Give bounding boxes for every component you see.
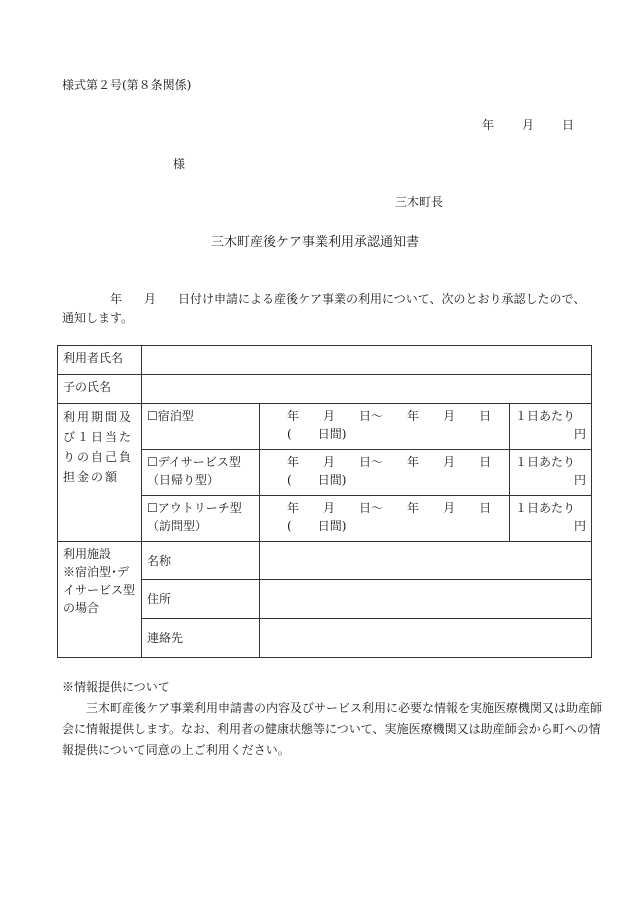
child-name-row [58, 375, 592, 404]
per-day-label: １日あたり [515, 409, 576, 423]
body-year-label: 年 [110, 292, 123, 306]
dates-outreach[interactable] [260, 496, 510, 542]
dates-day-from: 日～ [359, 409, 384, 423]
info-body: 三木町産後ケア事業利用申請書の内容及びサービス利用に必要な情報を実施医療機関又は助産師会に情報提供します。なお、利用者の健康状態等について、実施医療機関又は助産師会から町への情報提供について同意の上ご利用ください。 [62, 701, 603, 757]
dates-year-to: 年 [407, 455, 420, 469]
facility-address-field[interactable] [260, 580, 592, 619]
type-day-service-sub: （日帰り型） [147, 473, 220, 487]
dates-day-to: 日 [479, 501, 492, 515]
dates-lodging[interactable] [260, 404, 510, 450]
dates-month: 月 [323, 455, 336, 469]
user-name-label: 利用者氏名 [58, 346, 142, 375]
dates-month-to: 月 [443, 501, 456, 515]
yen-label: 円 [574, 519, 587, 533]
child-name-label: 子の氏名 [58, 375, 142, 404]
facility-contact-label: 連絡先 [142, 619, 260, 658]
per-day-day-service[interactable] [510, 450, 592, 496]
facility-name-label: 名称 [142, 542, 260, 580]
days-count-label: 日間) [317, 519, 347, 533]
days-open: ( [287, 427, 292, 441]
days-open: ( [287, 519, 292, 533]
dates-month: 月 [323, 409, 336, 423]
checkbox-lodging[interactable]: ☐ [147, 409, 158, 423]
issuer-name: 三木町長 [395, 195, 444, 209]
facility-label-note: ※宿泊型･デイサービス型の場合 [63, 565, 136, 615]
addressee-suffix: 様 [173, 157, 186, 171]
yen-label: 円 [574, 473, 587, 487]
dates-year: 年 [287, 501, 300, 515]
facility-contact-field[interactable] [260, 619, 592, 658]
issue-date [482, 117, 574, 133]
type-day-service-name: デイサービス型 [157, 455, 241, 469]
days-count-label: 日間) [317, 427, 347, 441]
facility-address-label: 住所 [142, 580, 260, 619]
facility-name-row [58, 542, 592, 580]
facility-label [58, 542, 142, 658]
dates-year-to: 年 [407, 501, 420, 515]
days-count-label: 日間) [317, 473, 347, 487]
form-number: 様式第２号(第８条関係) [62, 78, 192, 92]
type-outreach-name: アウトリーチ型 [157, 501, 242, 515]
user-name-row [58, 346, 592, 375]
dates-month-to: 月 [443, 455, 456, 469]
period-label: 利用期間及び１日当たりの自己負担金の額 [58, 404, 142, 542]
dates-day-from: 日～ [359, 501, 384, 515]
days-open: ( [287, 473, 292, 487]
per-day-label: １日あたり [515, 501, 576, 515]
type-day-service [142, 450, 260, 496]
date-day-label: 日 [562, 118, 575, 132]
dates-day-service[interactable] [260, 450, 510, 496]
dates-year: 年 [287, 409, 300, 423]
body-text-2: 通知します。 [62, 311, 134, 325]
yen-label: 円 [574, 427, 587, 441]
document-title: 三木町産後ケア事業利用承認通知書 [210, 235, 419, 250]
body-text-1: 日付け申請による産後ケア事業の利用について、次のとおり承認したので、 [178, 292, 586, 306]
dates-day-from: 日～ [359, 455, 384, 469]
type-row-lodging [58, 404, 592, 450]
body-month-label: 月 [144, 292, 157, 306]
facility-name-field[interactable] [260, 542, 592, 580]
dates-month: 月 [323, 501, 336, 515]
facility-label-main: 利用施設 [63, 547, 112, 561]
checkbox-day-service[interactable]: ☐ [147, 455, 158, 469]
dates-year: 年 [287, 455, 300, 469]
date-month-label: 月 [522, 118, 535, 132]
approval-table [57, 345, 592, 658]
info-title: ※情報提供について [62, 680, 170, 694]
per-day-lodging[interactable] [510, 404, 592, 450]
user-name-field[interactable] [142, 346, 592, 375]
dates-month-to: 月 [443, 409, 456, 423]
date-year-label: 年 [482, 118, 495, 132]
type-lodging-name: 宿泊型 [157, 409, 194, 423]
child-name-field[interactable] [142, 375, 592, 404]
per-day-label: １日あたり [515, 455, 576, 469]
type-outreach-sub: （訪問型） [147, 519, 208, 533]
dates-year-to: 年 [407, 409, 420, 423]
per-day-outreach[interactable] [510, 496, 592, 542]
type-lodging [142, 404, 260, 450]
dates-day-to: 日 [479, 455, 492, 469]
checkbox-outreach[interactable]: ☐ [147, 501, 158, 515]
dates-day-to: 日 [479, 409, 492, 423]
type-outreach [142, 496, 260, 542]
info-section [62, 677, 602, 761]
notice-body [62, 290, 592, 328]
